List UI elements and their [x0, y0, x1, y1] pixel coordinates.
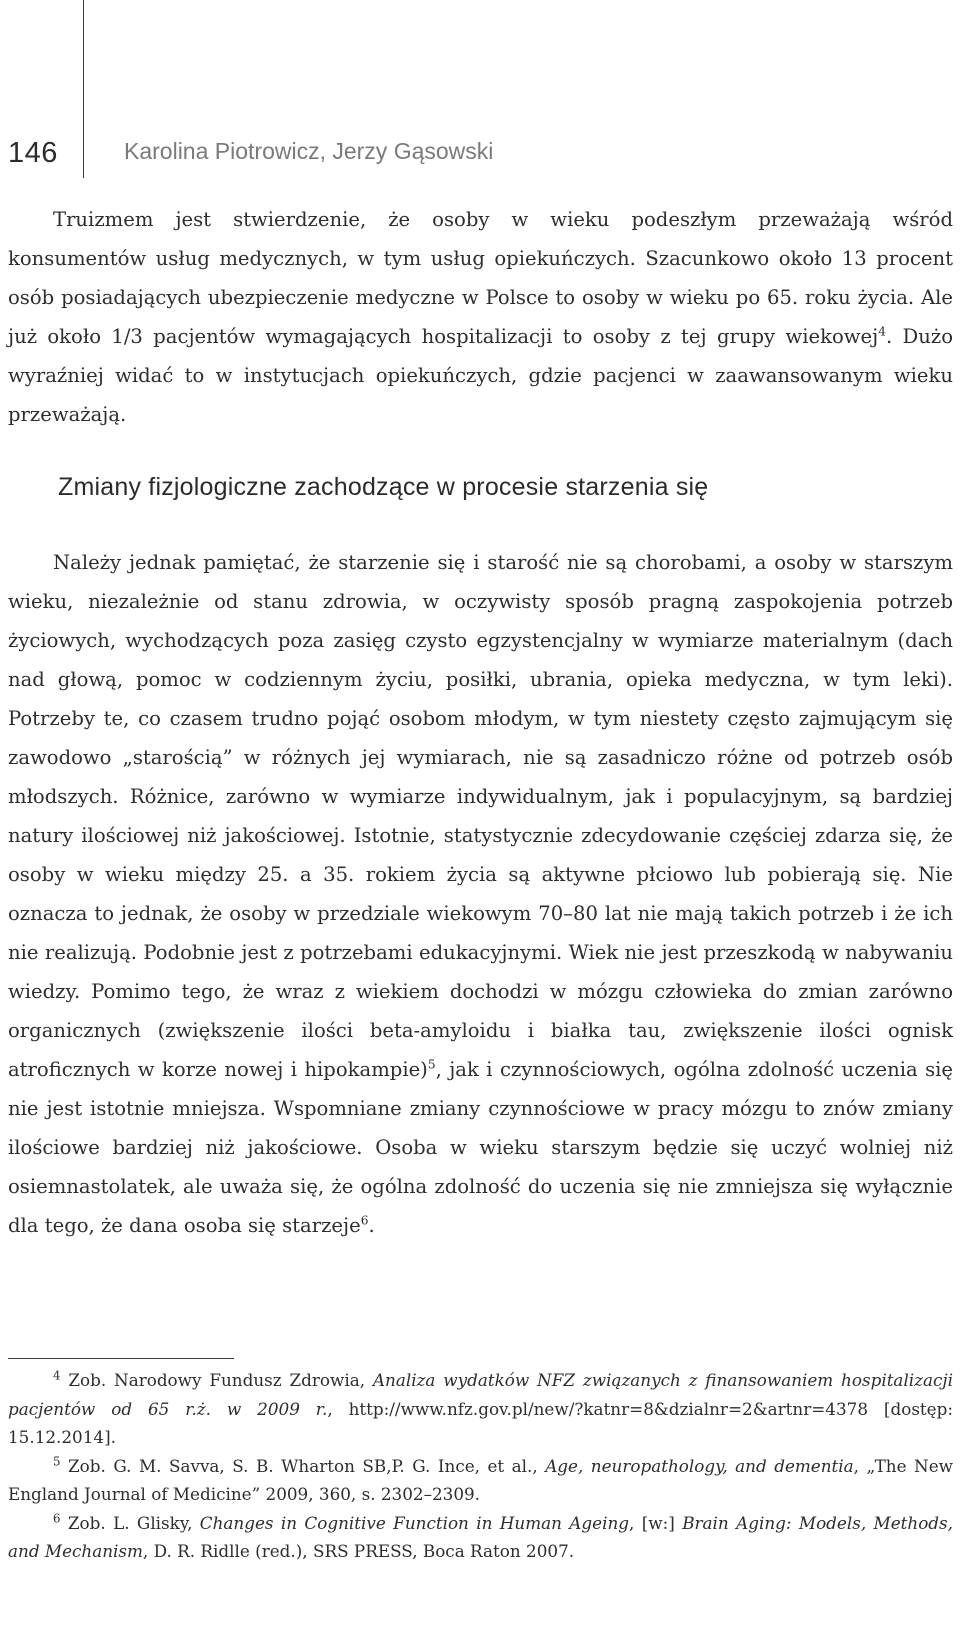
- running-head-authors: Karolina Piotrowicz, Jerzy Gąsowski: [124, 138, 494, 164]
- footnote-5: [8, 1452, 953, 1509]
- section-heading: Zmiany fizjologiczne zachodzące w procesie starzenia się: [58, 473, 709, 501]
- footnote-text: , „The New England Journal of Medicine” 2009, 360, s. 2302–2309.: [8, 1455, 953, 1504]
- footnote-ref-4[interactable]: 4: [878, 324, 886, 339]
- footnote-6: [8, 1509, 953, 1566]
- footnote-source-link[interactable]: , http://www.nfz.gov.pl/new/?katnr=8&dzialnr=2&artnr=4378 [dostęp: 15.12.2014].: [8, 1398, 953, 1447]
- footnote-ref-6[interactable]: 6: [360, 1213, 369, 1228]
- header-vertical-rule: [83, 0, 84, 178]
- footnotes: [8, 1366, 953, 1566]
- footnote-4: [8, 1366, 953, 1452]
- body-text-part3: .: [368, 1214, 375, 1237]
- footnote-text: Zob. Narodowy Fundusz Zdrowia,: [68, 1370, 373, 1390]
- footnote-book-title: Brain Aging: Models, Methods, and Mechanism: [8, 1512, 953, 1561]
- footnote-text: Zob. L. Glisky,: [67, 1512, 200, 1533]
- footnote-number: 6: [53, 1510, 61, 1525]
- intro-text-part1: Truizmem jest stwierdzenie, że osoby w wieku podeszłym przeważają wśród konsumentów usług medycznych, w tym usług opiekuńczych. Szacunkowo około 13 procent osób posiadających ubezpieczenie medyczne w Polsce to osoby w wieku po 65. roku życia. Ale już około 1/3 pacjentów wymagających hospitalizacji to osoby z tej grupy wiekowej: [8, 208, 953, 348]
- footnote-number: 4: [53, 1368, 61, 1383]
- body-text-part1: Należy jednak pamiętać, że starzenie się i starość nie są chorobami, a osoby w starszym wieku, niezależnie od stanu zdrowia, w oczywisty sposób pragną zaspokojenia potrzeb życiowych, wychodzących poza zasięg czysto egzystencjalny w wymiarze materialnym (dach nad głową, pomoc w codziennym życiu, posiłki, ubrania, opieka medyczna, w tym leki). Potrzeby te, co czasem trudno pojąć osobom młodym, w tym niestety często zajmującym się zawodowo „starością” w różnych jej wymiarach, nie są zasadniczo różne od potrzeb osób młodszych. Różnice, zarówno w wymiarze indywidualnym, jak i populacyjnym, są bardziej natury ilościowej niż jakościowej. Istotnie, statystycznie zdecydowanie częściej zdarza się, że osoby w wieku między 25. a 35. rokiem życia są aktywne płciowo lub pobierają się. Nie oznacza to jednak, że osoby w przedziale wiekowym 70–80 lat nie mają takich potrzeb i że ich nie realizują. Podobnie jest z potrzebami edukacyjnymi. Wiek nie jest przeszkodą w nabywaniu wiedzy. Pomimo tego, że wraz z wiekiem dochodzi w mózgu człowieka do zmian zarówno organicznych (zwiększenie ilości beta-amyloidu i białka tau, zwiększenie ilości ognisk atroficznych w korze nowej i hipokampie): [8, 551, 953, 1081]
- body-paragraph: [8, 543, 953, 1245]
- footnote-number: 5: [53, 1453, 61, 1468]
- intro-paragraph: [8, 200, 953, 434]
- intro-text-part2: . Dużo wyraźniej widać to w instytucjach opiekuńczych, gdzie pacjenci w zaawansowanym wieku przeważają.: [8, 325, 953, 426]
- footnote-title: Changes in Cognitive Function in Human Ageing: [199, 1512, 630, 1533]
- body-text-part2: , jak i czynnościowych, ogólna zdolność uczenia się nie jest istotnie mniejsza. Wspomniane zmiany czynnościowe w pracy mózgu to znów zmiany ilościowe bardziej niż jakościowe. Osoba w wieku starszym będzie się uczyć wolniej niż osiemnastolatek, ale uważa się, że ogólna zdolność do uczenia się nie zmniejsza się wyłącznie dla tego, że dana osoba się starzeje: [8, 1058, 953, 1237]
- footnote-ref-5[interactable]: 5: [427, 1057, 436, 1072]
- footnote-text: , D. R. Ridlle (red.), SRS PRESS, Boca Raton 2007.: [142, 1541, 575, 1561]
- footnote-title: Analiza wydatków NFZ związanych z finansowaniem hospitalizacji pacjentów od 65 r.ż. w 2009 r.: [8, 1370, 953, 1419]
- footnote-separator: [8, 1358, 234, 1359]
- page-number: 146: [8, 137, 58, 169]
- footnote-text: , [w:]: [629, 1512, 683, 1533]
- footnote-title: Age, neuropathology, and dementia: [545, 1455, 854, 1476]
- footnote-text: Zob. G. M. Savva, S. B. Wharton SB,P. G. Ince, et al.,: [67, 1455, 546, 1476]
